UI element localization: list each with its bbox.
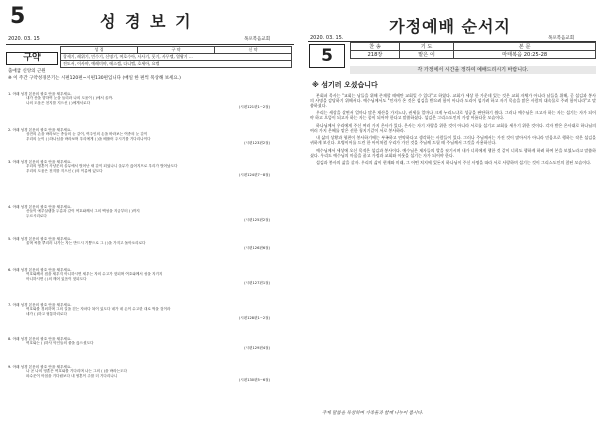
question-line: 아니하시면 ( )의 깨어 있음이 헛되도다 (26, 276, 87, 281)
section-label: 구약 (6, 52, 58, 65)
question-3 (8, 160, 292, 177)
table-cell: 마태복음 20:25-28 (454, 51, 596, 59)
sermon-title: ※ 섬기러 오셨습니다 (312, 81, 378, 89)
section-subtitle: 출애굽 신앙의 근원 (8, 69, 46, 74)
question-line: 여호와께서 집을 세우지 아니하시면 세우는 자의 수고가 헛되며 여호와께서 성을 지키지 (26, 272, 163, 277)
bible-books-table (60, 46, 292, 68)
paragraph: 하나님께서 우리에게 주신 여러 가지 은사가 있다. 은사는 자기 자랑을 위한 것이 아니라 서로를 섬기고 교회를 세우기 위한 것이다. 각자 받은 은사대로 하나님의 여러 가지 은혜를 맡은 선한 청지기같이 서로 봉사하라. (310, 122, 596, 133)
question-4 (8, 205, 292, 222)
question-line: 나 곧 나의 영혼은 여호와를 기다리며 나는 그의 ( )을 바라는도다 (26, 369, 128, 374)
table-header: 찬 송 (351, 43, 400, 51)
question-ref: (시편129편4절) (244, 345, 270, 350)
table-cell: 창세기, 레위기, 민수기, 신명기, 여호수아, 사사기, 룻기, 사무엘, 열왕기 ... (61, 54, 292, 61)
paragraph: 예수님께서 세상에 오신 목적은 섬김과 봉사이다. 예수님은 제자들의 발을 씻기시며 내가 너희에게 행한 것 같이 너희도 행하게 하려 하여 본을 보였노라고 말씀하셨다. 우리도 예수님의 마음을 품고 가정과 교회와 이웃을 섬기는 자가 되어야 한다. (310, 147, 596, 158)
question-ref: (시편130편5~6절) (238, 377, 270, 382)
table-header: 구 약 (138, 47, 215, 54)
question-6 (8, 268, 292, 285)
table-cell: 218장 (351, 51, 400, 59)
question-7 (8, 303, 292, 320)
table-cell: 맡은 이 (399, 51, 453, 59)
issue-number: 5 (10, 4, 26, 29)
paragraph: 우리는 세상을 살면서 얼마나 많은 재산을 가지느냐, 권세를 얼마나 크게 누리느냐로 성공을 판단하기 쉽다. 그러나 예수님은 크고자 하는 자는 섬기는 자가 되어야 하고 으뜸이 되고자 하는 자는 종이 되어야 한다고 말씀하셨다. 섬김은 그리스도인의 가장 아름다운 모습이다. (310, 110, 596, 121)
church-name: 목포복음교회 (548, 36, 575, 41)
notice-banner: 각 가정에서 시간을 정하여 예배드리시기 바랍니다. (350, 66, 596, 74)
question-ref: (시편127편1절) (244, 280, 270, 285)
question-title: 6. 아래 성경 본문의 괄호 안을 채우세요. (8, 268, 72, 272)
divider (6, 44, 294, 45)
issue-date: 2020. 03. 15. (310, 35, 344, 41)
question-title: 8. 아래 성경 본문의 괄호 안을 채우세요. (8, 337, 72, 341)
question-1 (8, 92, 292, 109)
question-9 (8, 365, 292, 382)
question-line: 네가 ( )하고 형통하리로다 (26, 311, 67, 316)
sermon-body (310, 93, 596, 167)
question-title: 3. 아래 성경 본문의 괄호 안을 채우세요. (8, 160, 72, 164)
page-title: 성 경 보 기 (100, 12, 193, 31)
issue-date: 2020. 03. 15 (8, 36, 40, 42)
question-line: 나의 도움은 천지를 지으신 ( )에게서로다 (26, 100, 91, 105)
question-title: 1. 아래 성경 본문의 괄호 안을 채우세요. (8, 92, 72, 96)
question-ref: (시편126편6절) (244, 245, 270, 250)
question-line: 산들이 예루살렘을 두름과 같이 여호와께서 그의 백성을 지금부터 ( )까지 (26, 209, 140, 214)
paragraph: 섬김과 봉사의 삶을 살자. 우리의 삶이 현재와 미래, 그 어떤 처지에 있든지 하나님이 주신 사명을 따라 서로 사랑하며 섬기는 것이 그리스도인의 참된 모습이다. (316, 160, 592, 165)
worship-order-table (350, 42, 596, 59)
question-title: 4. 아래 성경 본문의 괄호 안을 채우세요. (8, 205, 72, 209)
question-ref: (시편125편2절) (244, 217, 270, 222)
question-line: 여호와는 ( )하사 악인들의 줄을 끊으셨도다 (26, 341, 94, 346)
question-line: 우리의 도움은 천지를 지으신 ( )의 이름에 있도다 (26, 168, 103, 173)
question-line: 울며 씨를 뿌리러 나가는 자는 반드시 기쁨으로 그 ( )을 가지고 돌아오리로다 (26, 241, 146, 246)
church-name: 목포복음교회 (244, 37, 271, 42)
question-line: 우리의 눈이 ( )하나님을 바라보며 우리에게 ( )을 베풀어 주시기를 기다리나이다 (26, 136, 151, 141)
question-line: 상전의 손을 바라보는 종들의 눈 같이, 여주인의 손을 바라보는 여종의 눈 같이 (26, 132, 148, 137)
table-cell: 전도서, 이사야, 예레미야, 에스겔, 다니엘, 호세아, 요엘 (61, 61, 292, 68)
question-2 (8, 128, 292, 145)
question-ref: (시편123편2절) (244, 140, 270, 145)
table-header: 성 경 (61, 47, 138, 54)
table-header: 본 문 (454, 43, 596, 51)
bible-reading-page (0, 0, 298, 424)
footer-note: 주제 말씀을 묵상하며 가족들과 함께 나누어 봅시다. (322, 411, 424, 416)
question-line: 내가 산을 향하여 눈을 들리라 나의 도움이 ( )에서 올까. (26, 96, 114, 101)
question-title: 2. 아래 성경 본문의 괄호 안을 채우세요. (8, 128, 72, 132)
question-line: 파수꾼이 아침을 기다림보다 내 영혼이 주를 더 기다리나니 (26, 373, 118, 378)
page-title: 가정예배 순서지 (389, 17, 511, 36)
question-8 (8, 337, 292, 350)
question-title: 7. 아래 성경 본문의 괄호 안을 채우세요. (8, 303, 72, 307)
paragraph: 내 삶의 상황과 형편이 봉사하기에는 부족하고 연약하다고 생각하는 사람들이 있다. 그러나 주님께서는 가진 것이 많아서가 아니라 믿음으로 행하는 작은 섬김을 귀하게 보신다. 오병이어를 드린 한 아이처럼 우리가 가진 것을 주님께 드릴 때 주님께서 그것을 사용하신다. (310, 135, 596, 146)
instruction-text: ※ 이 주간 구약성경본기는 시편120편~시편130편입니다 (매일 한 편씩 묵상해 보세요.) (8, 76, 181, 81)
question-line: 여호와를 경외하며 그의 길을 걷는 자마다 복이 있도다 네가 네 손이 수고한 대로 먹을 것이라 (26, 307, 171, 312)
paragraph: 본회퍼 목사는 "교회는 남들을 위해 존재할 때에만 교회일 수 있다"고 하였다. 교회가 세상 한 가운데 있는 것은 교회 자체가 아니라 남들을 위해, 곧 섬김과 봉사의 사명을 감당하기 위해서다. 예수님께서도 "인자가 온 것은 섬김을 받으려 함이 아니라 도리어 섬기려 하고 자기 목숨을 많은 사람의 대속물로 주려 함이니라"고 말씀하셨다. (310, 93, 596, 109)
issue-number: 5 (309, 44, 345, 68)
question-title: 5. 아래 성경 본문의 괄호 안을 채우세요. (8, 237, 72, 241)
table-header: 신 약 (215, 47, 292, 54)
question-title: 9. 아래 성경 본문의 괄호 안을 채우세요. (8, 365, 72, 369)
table-header: 기 도 (399, 43, 453, 51)
question-line: 우리의 영혼이 사냥꾼의 올무에서 벗어난 새 같이 되었나니 올무가 끊어지므로 우리가 벗어났도다 (26, 164, 178, 169)
question-ref: (시편124편7~8절) (238, 172, 270, 177)
question-line: 두르시리로다 (26, 213, 47, 218)
family-worship-page (302, 0, 600, 424)
question-ref: (시편128편1~2절) (238, 315, 270, 320)
question-ref: (시편121편1~2절) (238, 104, 270, 109)
question-5 (8, 237, 292, 250)
